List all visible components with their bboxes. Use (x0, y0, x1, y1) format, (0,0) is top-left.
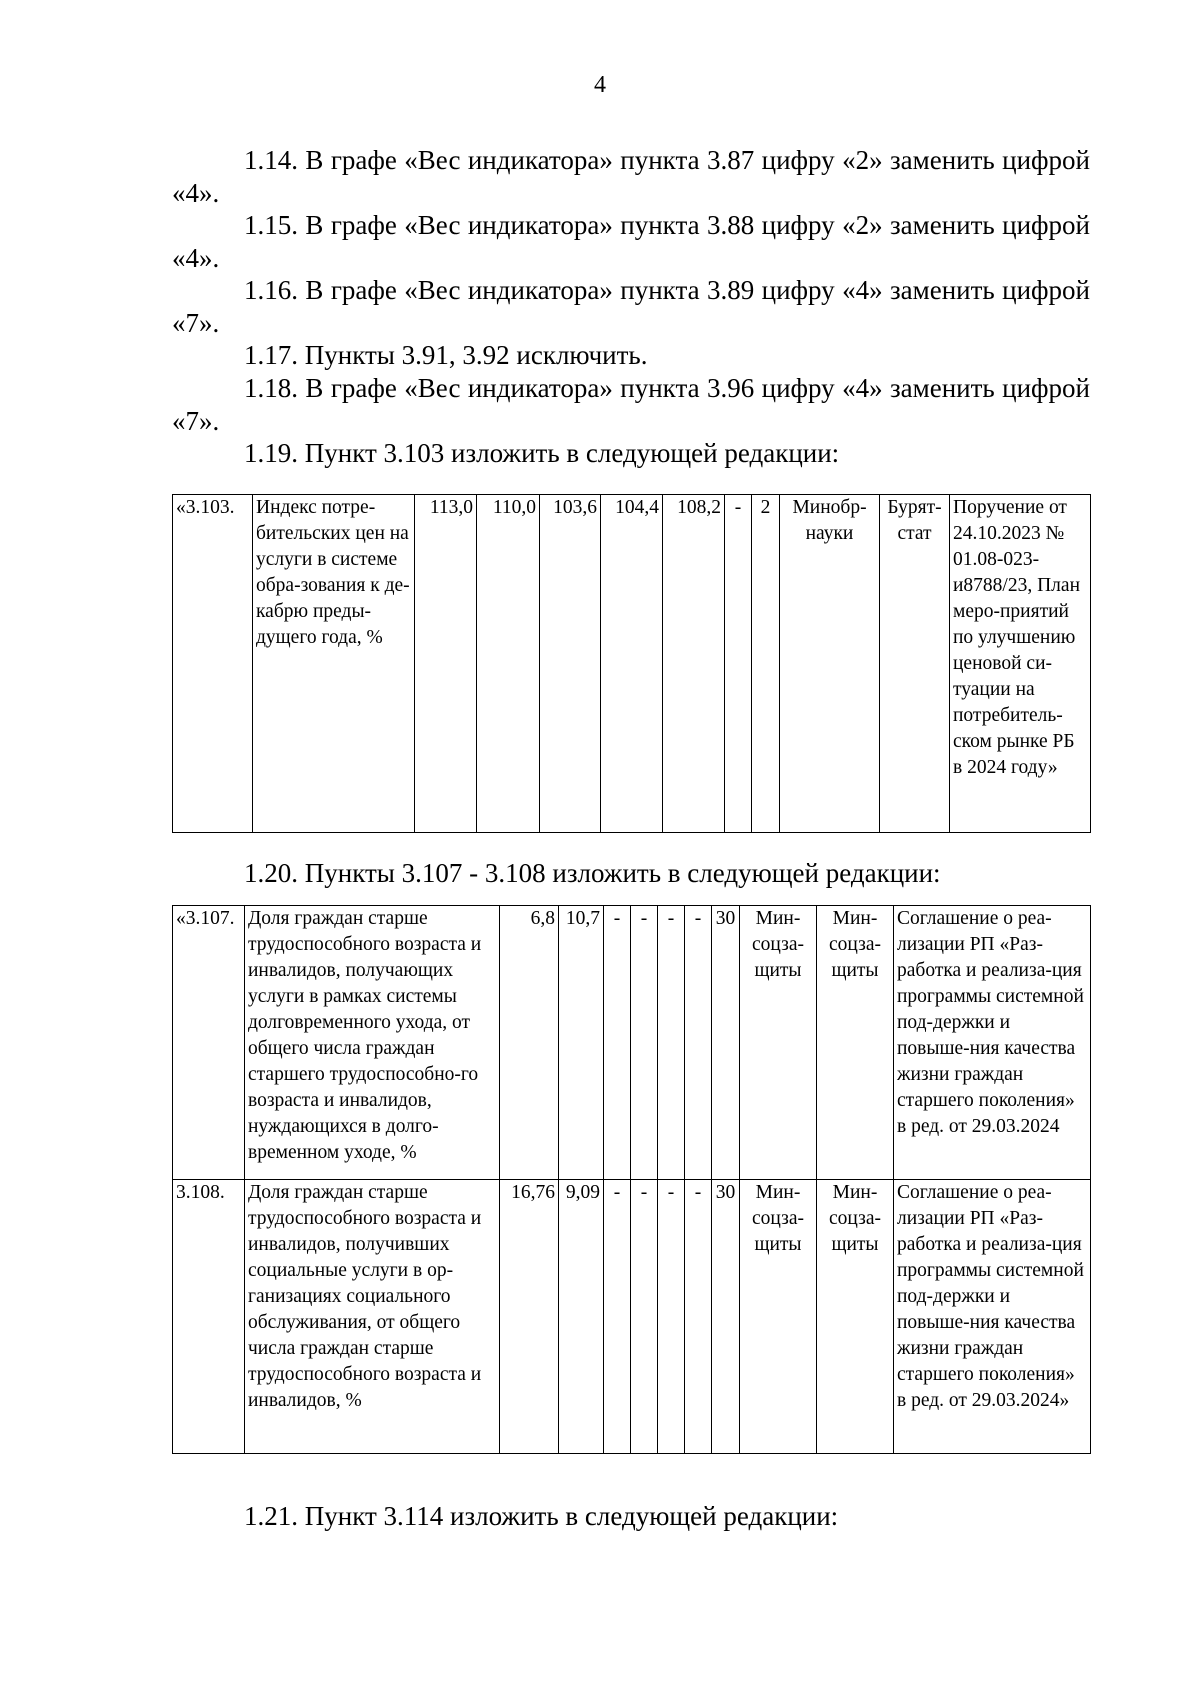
table-row (173, 1180, 1091, 1454)
table-row (173, 906, 1091, 1180)
cell-value-2: 9,09 (559, 1180, 604, 1454)
cell-weight: 30 (712, 1180, 740, 1454)
cell-data-source: Бурят-стат (880, 495, 950, 833)
cell-value-4: - (631, 1180, 658, 1454)
paragraph-1-18: 1.18. В графе «Вес индикатора» пункта 3.96 цифру «4» заменить цифрой «7». (172, 373, 1090, 436)
cell-data-source: Мин-соцза-щиты (817, 906, 894, 1180)
cell-indicator-name: Доля граждан старше трудоспособного возраста и инвалидов, получивших социальные услуги в ор-ганизациях социального обслуживания, от общего числа граждан старше трудоспособного возраста и инвалидов, % (245, 1180, 500, 1454)
cell-indicator-name: Доля граждан старше трудоспособного возраста и инвалидов, получающих услуги в рамках системы долговременного ухода, от общего числа граждан старшего трудоспособно-го возраста и инвалидов, нуждающихся в долго-временном уходе, % (245, 906, 500, 1180)
table-item-3-103 (172, 494, 1091, 833)
cell-value-4: 104,4 (601, 495, 663, 833)
cell-weight: 2 (752, 495, 780, 833)
cell-weight: 30 (712, 906, 740, 1180)
cell-responsible: Минобр-науки (780, 495, 880, 833)
cell-indicator-name: Индекс потре-бительских цен на услуги в системе обра-зования к де-кабрю преды-дущего года, % (253, 495, 415, 833)
paragraph-1-15: 1.15. В графе «Вес индикатора» пункта 3.88 цифру «2» заменить цифрой «4». (172, 210, 1090, 273)
cell-value-5: - (658, 906, 685, 1180)
cell-value-5: 108,2 (663, 495, 725, 833)
cell-number: «3.103. (173, 495, 253, 833)
cell-basis: Соглашение о реа-лизации РП «Раз-работка и реализа-ция программы системной под-держки и повыше-ния качества жизни граждан старшего поколения» в ред. от 29.03.2024 (894, 906, 1091, 1180)
cell-value-1: 113,0 (415, 495, 477, 833)
paragraph-1-16: 1.16. В графе «Вес индикатора» пункта 3.89 цифру «4» заменить цифрой «7». (172, 275, 1090, 338)
cell-data-source: Мин-соцза-щиты (817, 1180, 894, 1454)
cell-basis: Соглашение о реа-лизации РП «Раз-работка и реализа-ция программы системной под-держки и повыше-ния качества жизни граждан старшего поколения» в ред. от 29.03.2024» (894, 1180, 1091, 1454)
paragraph-1-21: 1.21. Пункт 3.114 изложить в следующей редакции: (244, 1501, 839, 1531)
table-items-3-107-3-108 (172, 905, 1091, 1454)
cell-responsible: Мин-соцза-щиты (740, 906, 817, 1180)
cell-responsible: Мин-соцза-щиты (740, 1180, 817, 1454)
cell-value-1: 6,8 (500, 906, 559, 1180)
cell-number: «3.107. (173, 906, 245, 1180)
cell-number: 3.108. (173, 1180, 245, 1454)
cell-value-5: - (658, 1180, 685, 1454)
cell-value-6: - (725, 495, 752, 833)
paragraph-1-17: 1.17. Пункты 3.91, 3.92 исключить. (244, 340, 648, 370)
cell-value-3: - (604, 906, 631, 1180)
cell-value-3: - (604, 1180, 631, 1454)
paragraph-1-14: 1.14. В графе «Вес индикатора» пункта 3.87 цифру «2» заменить цифрой «4». (172, 145, 1090, 208)
table-row (173, 495, 1091, 833)
paragraph-1-19: 1.19. Пункт 3.103 изложить в следующей редакции: (244, 438, 840, 468)
cell-value-1: 16,76 (500, 1180, 559, 1454)
cell-value-2: 10,7 (559, 906, 604, 1180)
cell-value-4: - (631, 906, 658, 1180)
cell-basis: Поручение от 24.10.2023 № 01.08-023-и8788/23, План меро-приятий по улучшению ценовой си-туации на потребитель-ском рынке РБ в 2024 году» (950, 495, 1091, 833)
page-number: 4 (594, 72, 606, 98)
paragraph-1-20: 1.20. Пункты 3.107 - 3.108 изложить в следующей редакции: (244, 858, 941, 888)
cell-value-2: 110,0 (477, 495, 540, 833)
cell-value-3: 103,6 (540, 495, 601, 833)
cell-value-6: - (685, 1180, 712, 1454)
cell-value-6: - (685, 906, 712, 1180)
